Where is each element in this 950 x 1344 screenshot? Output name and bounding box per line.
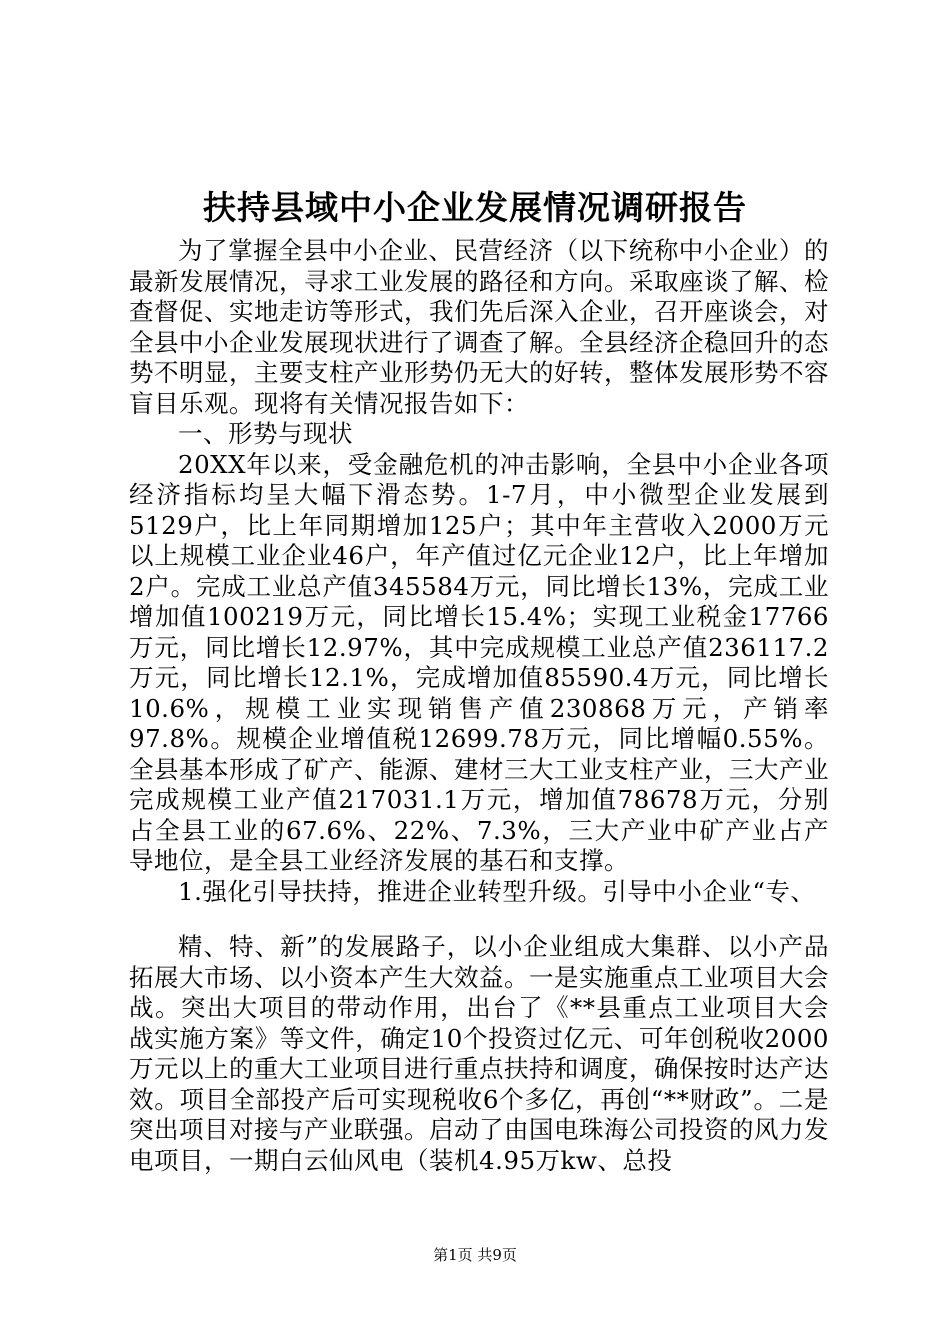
intro-paragraph: 为了掌握全县中小企业、民营经济（以下统称中小企业）的最新发展情况，寻求工业发展的路径和方向。采取座谈了解、检查督促、实地走访等形式，我们先后深入企业，召开座谈会，对全县中小企业发展现状进行了调查了解。全县经济企稳回升的态势不明显，主要支柱产业形势仍无大的好转，整体发展形势不容盲目乐观。现将有关情况报告如下： — [129, 236, 829, 418]
statistics-paragraph: 20XX年以来，受金融危机的冲击影响，全县中小企业各项经济指标均呈大幅下滑态势。1-7月，中小微型企业发展到5129户，比上年同期增加125户；其中年主营收入2000万元以上规模工业企业46户，年产值过亿元企业12户，比上年增加2户。完成工业总产值345584万元，同比增长13%，完成工业增加值100219万元，同比增长15.4%；实现工业税金17766万元，同比增长12.97%，其中完成规模工业总产值236117.2万元，同比增长12.1%，完成增加值85590.4万元，同比增长10.6%，规模工业实现销售产值230868万元，产销率97.8%。规模企业增值税12699.78万元，同比增幅0.55%。全县基本形成了矿产、能源、建材三大工业支柱产业，三大产业完成规模工业产值217031.1万元，增加值78678万元，分别占全县工业的67.6%、22%、7.3%，三大产业中矿产业占产导地位，是全县工业经济发展的基石和支撑。 — [129, 449, 829, 875]
document-body-lower — [129, 932, 829, 1176]
document-body-upper — [129, 236, 829, 907]
section-heading-situation: 一、形势与现状 — [178, 419, 353, 448]
page-title: 扶持县域中小企业发展情况调研报告 — [203, 188, 747, 227]
projects-paragraph: 精、特、新”的发展路子，以小企业组成大集群、以小产品拓展大市场、以小资本产生大效益。一是实施重点工业项目大会战。突出大项目的带动作用，出台了《**县重点工业项目大会战实施方案》等文件，确定10个投资过亿元、可年创税收2000万元以上的重大工业项目进行重点扶持和调度，确保按时达产达效。项目全部投产后可实现税收6个多亿，再创“**财政”。二是突出项目对接与产业联强。启动了由国电珠海公司投资的风力发电项目，一期白云仙风电（装机4.95万kw、总投 — [129, 932, 829, 1175]
subsection-heading-guidance: 1.强化引导扶持，推进企业转型升级。引导中小企业“专、 — [178, 876, 816, 906]
page-number-footer: 第1页 共9页 — [433, 1246, 517, 1264]
